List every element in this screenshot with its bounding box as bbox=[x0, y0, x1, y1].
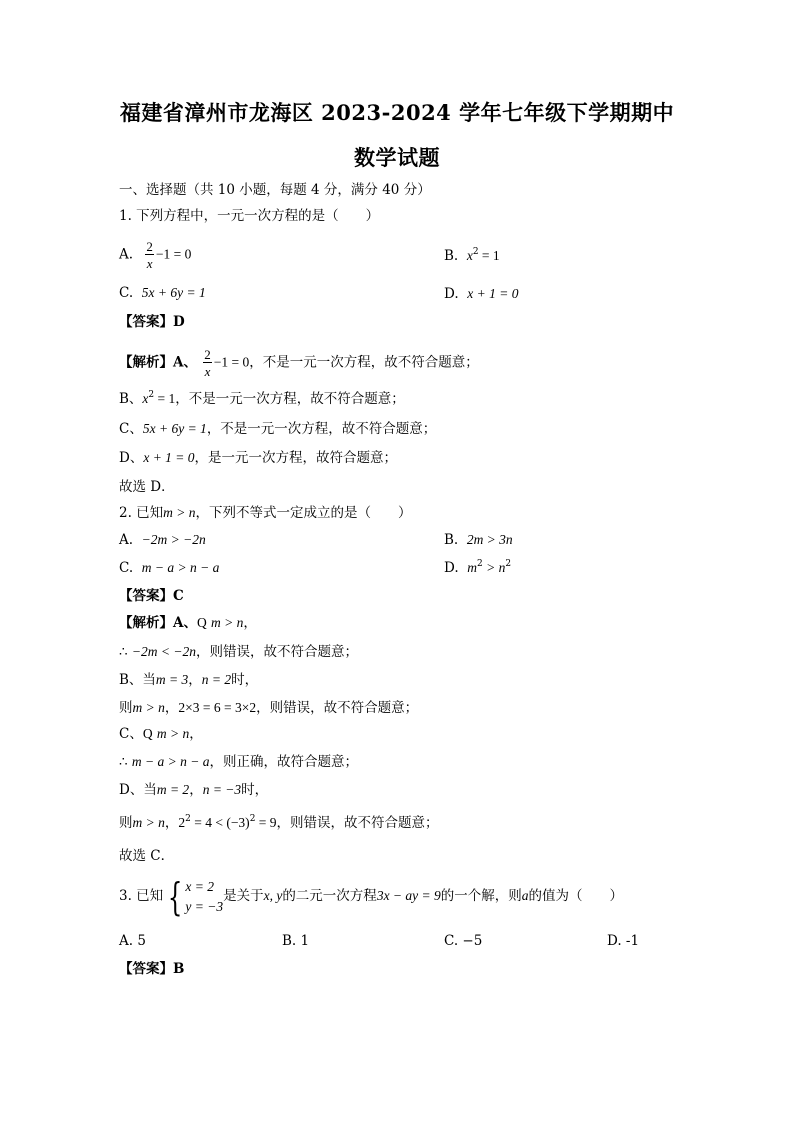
q1-analysis-a: 【解析】A、 $\frac{2}{x}$ −1 = 0，不是一元一次方程，故不符合题意； bbox=[119, 347, 479, 379]
q2-analysis-line-8: 则m > n，$2^2 = 4 < (-3)^2 = 9$，则错误，故不符合题意； bbox=[119, 814, 439, 831]
q1-analysis-c: C、5x + 6y = 1，不是一元一次方程，故不符合题意； bbox=[119, 421, 437, 437]
q2-option-d: D. $m^2 > n^2$ bbox=[444, 559, 512, 576]
q1-analysis-b: B、$x^2 = 1$，不是一元一次方程，故不符合题意； bbox=[119, 390, 405, 407]
section-heading: 一、选择题（共 10 小题，每题 4 分，满分 40 分） bbox=[119, 182, 431, 198]
question-3-stem: 3. 已知 { x = 2 y = −3 是关于x, y的二元一次方程3x − ay = 9的一个解，则a的值为（ ） bbox=[119, 874, 624, 919]
q2-analysis-line-3: B、当m = 3，n = 2时， bbox=[119, 672, 259, 688]
q3-option-d: D. -1 bbox=[607, 933, 640, 949]
q2-analysis-line-6: ∴ m − a > n − a，则正确，故符合题意； bbox=[119, 754, 358, 770]
q3-option-b: B. 1 bbox=[282, 933, 310, 949]
q2-conclusion: 故选 C． bbox=[119, 848, 175, 864]
q3-answer: 【答案】B bbox=[119, 961, 185, 977]
q1-conclusion: 故选 D． bbox=[119, 479, 175, 495]
left-brace-icon: { bbox=[168, 874, 183, 919]
question-2-stem: 2. 已知m > n，下列不等式一定成立的是（ ） bbox=[119, 505, 412, 521]
q3-option-a: A. 5 bbox=[119, 933, 146, 949]
q2-analysis-line-7: D、当m = 2，n = −3时， bbox=[119, 782, 269, 798]
fraction: $\frac{2}{x}$ bbox=[146, 239, 153, 271]
q1-analysis-d: D、x + 1 = 0，是一元一次方程，故符合题意； bbox=[119, 450, 398, 466]
equation-system: { x = 2 y = −3 bbox=[168, 874, 224, 919]
q2-analysis-line-1: 【解析】A、Q m > n， bbox=[119, 615, 257, 631]
q1-answer: 【答案】D bbox=[119, 314, 185, 330]
q2-analysis-line-4: 则m > n，2×3 = 6 = 3×2，则错误，故不符合题意； bbox=[119, 700, 419, 716]
q1-option-b: B. $x^2 = 1$ bbox=[444, 247, 500, 264]
q2-option-c: C. m − a > n − a bbox=[119, 560, 220, 576]
q3-option-c: C. −5 bbox=[444, 933, 483, 949]
q2-analysis-line-5: C、Q m > n， bbox=[119, 726, 203, 742]
question-1-stem: 1. 下列方程中，一元一次方程的是（ ） bbox=[119, 208, 380, 224]
q1-option-c: C. 5x + 6y = 1 bbox=[119, 285, 206, 301]
q2-option-b: B. 2m > 3n bbox=[444, 532, 513, 548]
q2-analysis-line-2: ∴ −2m < −2n，则错误，故不符合题意； bbox=[119, 644, 358, 660]
document-title: 福建省漳州市龙海区 2023-2024 学年七年级下学期期中 bbox=[119, 100, 675, 125]
fraction: $\frac{2}{x}$ bbox=[204, 347, 211, 379]
q1-option-a: A. $\frac{2}{x}$ −1 = 0 bbox=[119, 239, 192, 271]
q1-option-d: D. x + 1 = 0 bbox=[444, 286, 519, 302]
q2-answer: 【答案】C bbox=[119, 588, 184, 604]
q2-option-a: A. −2m > −2n bbox=[119, 532, 206, 548]
document-subtitle: 数学试题 bbox=[354, 145, 440, 170]
